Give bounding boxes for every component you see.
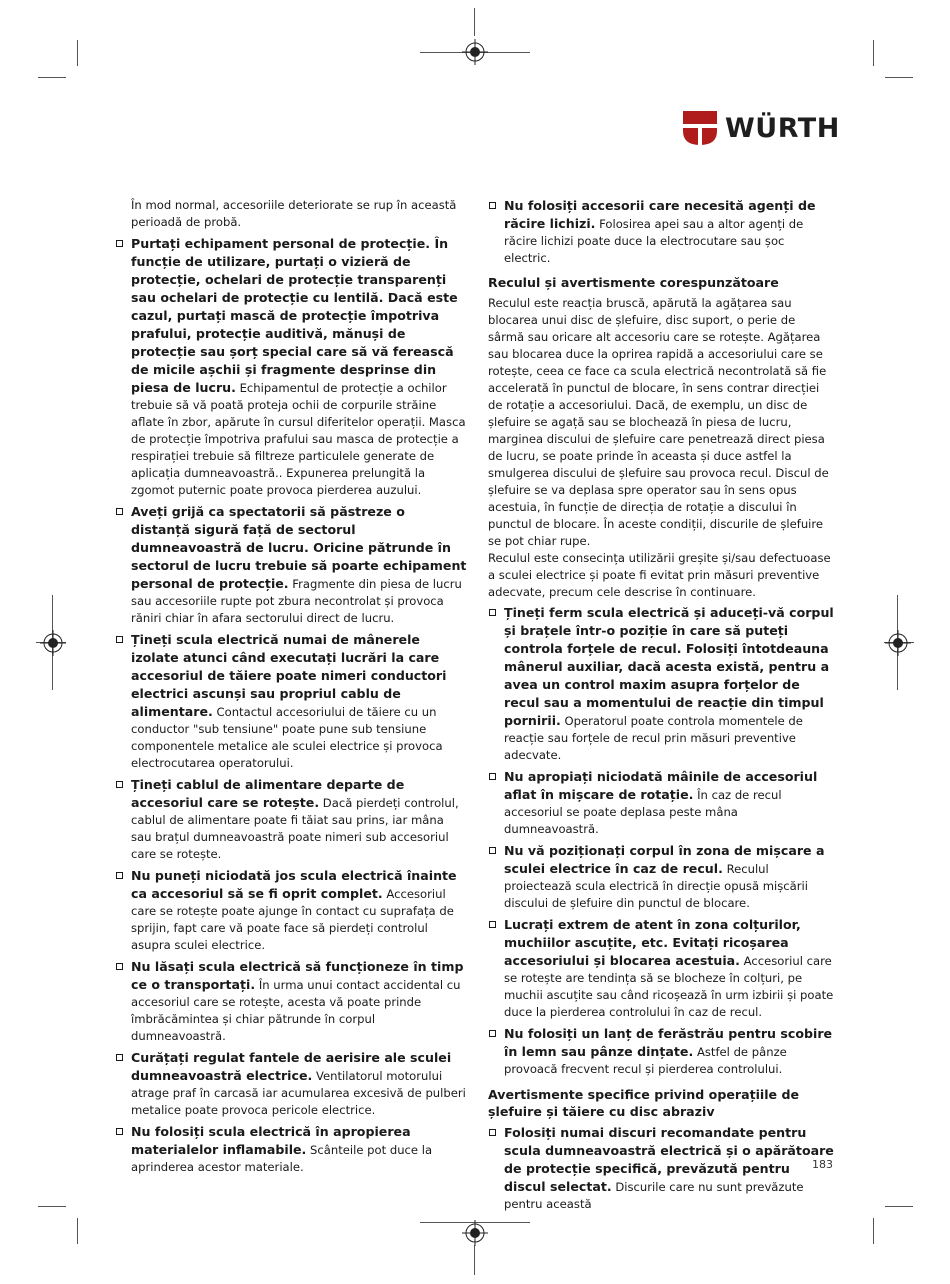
- left-column: [115, 197, 467, 1180]
- item-heading: Aveți grijă ca spectatorii să păstreze o distanță sigură față de sectorul dumneavoastră de lucru. Oricine pătrunde în sectorul de lucru trebuie să poarte echipament personal de protecție.: [131, 504, 467, 591]
- item-text: Echipamentul de protecție a ochilor trebuie să vă poată proteja ochii de corpurile străine aflate în zbor, apărute în cursul diferitelor operații. Masca de protecție împotriva prafului sau masca de protecție a respirației trebuie să filtreze particulele generate de aplicația dumneavoastră.. Expunerea prelungită la zgomot puternic poate provoca pierderea auzului.: [131, 381, 466, 497]
- list-item: [488, 916, 834, 1021]
- registration-mark-icon: [40, 630, 66, 656]
- list-item: [488, 1025, 834, 1078]
- list-item: [115, 776, 467, 863]
- crop-mark: [77, 1218, 78, 1244]
- item-text: Dacă pierdeți controlul, cablul de alimentare poate fi tăiat sau prins, iar mâna sau brațul dumneavoastră poate nimeri sub accesoriul care se rotește.: [131, 796, 459, 861]
- item-heading: Purtați echipament personal de protecție. În funcție de utilizare, purtați o vizieră de protecție, ochelari de protecție transparenți sau ochelari de protecție cu lentilă. Dacă este cazul, purtați mască de protecție împotriva prafului, protecție auditivă, mănuși de protecție sau șorț special care să vă ferească de micile așchii și fragmente desprinse din piesa de lucru.: [131, 236, 458, 395]
- item-heading: Folosiți numai discuri recomandate pentru scula dumneavoastră electrică și o apărătoare de protecție specifică, prevăzută pentru discul selectat.: [504, 1125, 834, 1194]
- brand-name: WÜRTH: [725, 112, 840, 144]
- item-text: Fragmente din piesa de lucru sau accesoriile rupte pot zbura necontrolat și provoca răniri chiar în afara sectorului direct de lucru.: [131, 577, 462, 625]
- item-heading: Nu lăsați scula electrică să funcționeze în timp ce o transportați.: [131, 959, 464, 992]
- registration-mark-icon: [885, 630, 911, 656]
- section-heading: Reculul și avertismente corespunzătoare: [488, 275, 779, 290]
- item-text: Astfel de pânze provoacă frecvent recul și pierderea controlului.: [504, 1045, 787, 1076]
- list-item: [115, 1049, 467, 1119]
- list-item: [115, 631, 467, 772]
- item-heading: Țineți ferm scula electrică și aduceți-vă corpul și brațele într-o poziție în care să puteți controla forțele de recul. Folosiți întotdeauna mânerul auxiliar, dacă acesta există, pentru a avea un control maxim asupra forțelor de recul sau a momentului de reacție din timpul pornirii.: [504, 605, 834, 728]
- registration-mark-icon: [462, 39, 488, 65]
- item-heading: Nu folosiți un lanț de ferăstrău pentru scobire în lemn sau pânze dințate.: [504, 1026, 833, 1059]
- item-heading: Țineți cablul de alimentare departe de accesoriul care se rotește.: [131, 777, 405, 810]
- crop-mark: [474, 1245, 475, 1275]
- item-text: În caz de recul accesoriul se poate deplasa peste mâna dumneavoastră.: [504, 788, 782, 836]
- item-heading: Nu puneți niciodată jos scula electrică înainte ca accesoriul să se fi oprit complet.: [131, 868, 457, 901]
- crop-mark: [873, 1218, 874, 1244]
- wurth-logo-icon: [683, 111, 717, 145]
- item-text: Operatorul poate controla momentele de reacție sau forțele de recul prin măsuri preventive adecvate.: [504, 714, 803, 762]
- page-number: 183: [812, 1158, 833, 1171]
- crop-mark: [885, 1206, 913, 1207]
- list-item: [488, 197, 834, 267]
- item-text: Contactul accesoriului de tăiere cu un conductor "sub tensiune" poate pune sub tensiune componentele metalice ale sculei electrice și provoca electrocutarea operatorului.: [131, 705, 443, 770]
- item-text: Accesoriul care se rotește are tendința să se blocheze în colțuri, pe muchii ascuțite sau când ricoșează în urm izbirii și poate duce la pierderea controlului în caz de recul.: [504, 954, 834, 1019]
- registration-mark-icon: [462, 1220, 488, 1246]
- body-paragraph: Reculul este consecința utilizării greșite și/sau defectuoase a sculei electrice și poate fi evitat prin măsuri preventive adecvate, precum cele descrise în continuare.: [488, 551, 831, 599]
- list-item: [488, 842, 834, 912]
- crop-mark: [38, 1206, 66, 1207]
- list-item: [115, 867, 467, 954]
- item-text: Folosirea apei sau a altor agenți de răcire lichizi poate duce la electrocutare sau șoc electric.: [504, 217, 804, 265]
- list-item: [115, 958, 467, 1045]
- item-heading: Lucrați extrem de atent în zona colțurilor, muchiilor ascuțite, etc. Evitați ricoșarea accesoriului și blocarea acestuia.: [504, 917, 801, 968]
- list-item: [115, 235, 467, 499]
- list-item: [115, 1123, 467, 1176]
- item-heading: Nu vă poziționați corpul în zona de mișcare a sculei electrice în caz de recul.: [504, 843, 825, 876]
- item-text: Ventilatorul motorului atrage praf în carcasă iar acumularea excesivă de pulberi metalice poate provoca pericole electrice.: [131, 1069, 466, 1117]
- item-text: Scânteile pot duce la aprinderea acestor materiale.: [131, 1143, 433, 1174]
- item-heading: Țineți scula electrică numai de mânerele izolate atunci când executați lucrări la care accesoriul de tăiere poate nimeri conductori electrici ascunși sau propriul cablu de alimentare.: [131, 632, 447, 719]
- list-item: [488, 604, 834, 764]
- item-heading: Nu folosiți accesorii care necesită agenți de răcire lichizi.: [504, 198, 816, 231]
- brand-logo: [683, 111, 840, 145]
- item-text: Accesoriul care se rotește poate ajunge în contact cu suprafața de sprijin, fapt care vă poate face să pierdeți controlul asupra sculei electrice.: [131, 887, 454, 952]
- crop-mark: [885, 77, 913, 78]
- body-paragraph: Reculul este reacția bruscă, apărută la agățarea sau blocarea unui disc de șlefuire, disc suport, o perie de sârmă sau oricare alt accesoriu care se rotește. Agățarea sau blocarea duce la oprirea rapidă a accesoriului care se rotește, ceea ce face ca scula electrică necontrolată să fie accelerată în punctul de blocare, în sens contrar direcției de rotație a accesoriului. Dacă, de exemplu, un disc de șlefuire se agață sau se blochează în piesa de lucru, marginea discului de șlefuire care penetrează direct piesa de lucru, se poate prinde în aceasta și duce astfel la smulgerea discului de șlefuire sau provoca recul. Discul de șlefuire se va deplasa spre operator sau în sens opus acestuia, în funcție de direcția de rotație a discului în punctul de blocare. În aceste condiții, discurile de șlefuire se pot chiar rupe.: [488, 296, 829, 548]
- list-item: [115, 503, 467, 627]
- crop-mark: [873, 40, 874, 66]
- item-text: În urma unui contact accidental cu accesoriul care se rotește, acesta vă poate prinde îmbrăcămintea și chiar pătrunde în corpul dumneavoastră.: [131, 978, 461, 1043]
- section-heading: Avertismente specifice privind operațiile de șlefuire și tăiere cu disc abraziv: [488, 1087, 800, 1119]
- list-item: [488, 768, 834, 838]
- crop-mark: [77, 40, 78, 66]
- intro-paragraph: În mod normal, accesoriile deteriorate se rup în această perioadă de probă.: [131, 198, 457, 229]
- item-text: Reculul proiectează scula electrică în direcție opusă mișcării discului de șlefuire din punctul de blocare.: [504, 862, 808, 910]
- item-heading: Curățați regulat fantele de aerisire ale sculei dumneavoastră electrice.: [131, 1050, 452, 1083]
- item-text: Discurile care nu sunt prevăzute pentru această: [504, 1180, 804, 1211]
- crop-mark: [474, 8, 475, 36]
- item-heading: Nu apropiați niciodată mâinile de accesoriul aflat în mișcare de rotație.: [504, 769, 818, 802]
- right-column: [488, 197, 834, 1217]
- list-item: [488, 1124, 834, 1213]
- crop-mark: [38, 77, 66, 78]
- item-heading: Nu folosiți scula electrică în apropierea materialelor inflamabile.: [131, 1124, 411, 1157]
